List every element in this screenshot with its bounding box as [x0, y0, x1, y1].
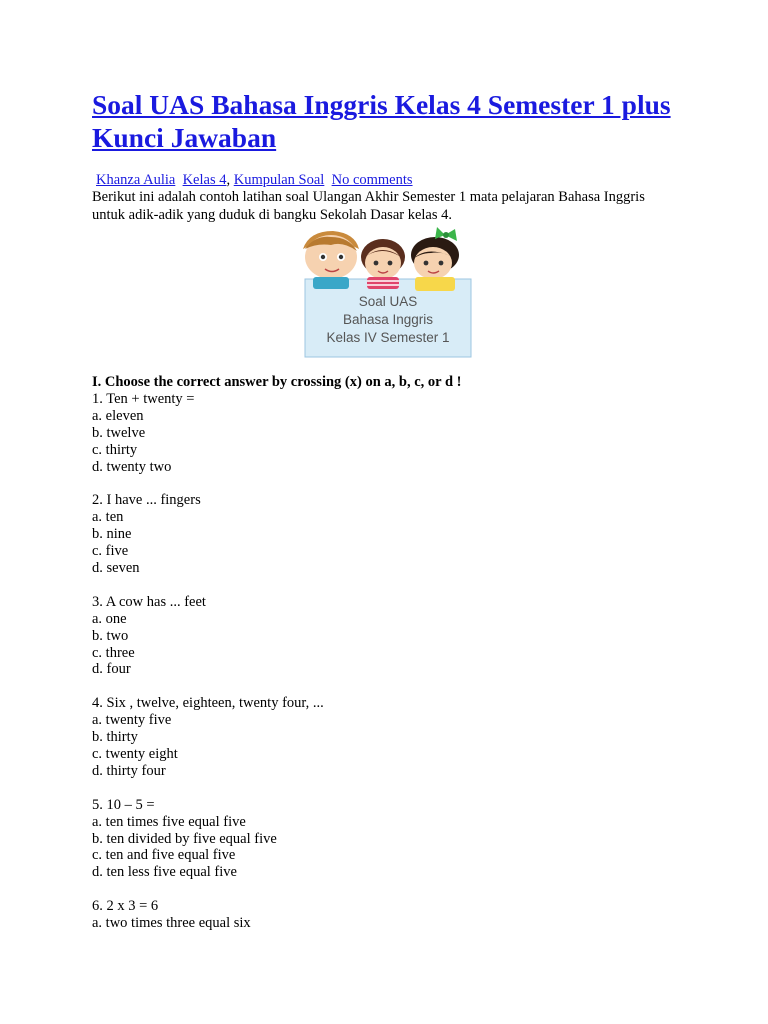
comments-link[interactable]: No comments: [331, 172, 413, 188]
answer-option: d. thirty four: [92, 762, 166, 779]
answer-option: b. twelve: [92, 424, 146, 441]
girl-figure: [361, 239, 405, 289]
label-link-kelas-4[interactable]: Kelas 4: [182, 172, 227, 188]
answer-option: c. twenty eight: [92, 745, 178, 762]
question-text: 4. Six , twelve, eighteen, twenty four, ...: [92, 695, 324, 712]
answer-option: c. five: [92, 543, 129, 560]
answer-option: a. two times three equal six: [92, 915, 251, 932]
question-item: [92, 797, 324, 882]
article-title-link[interactable]: Soal UAS Bahasa Inggris Kelas 4 Semester 1 plus Kunci Jawaban: [92, 89, 671, 153]
question-text: 2. I have ... fingers: [92, 492, 201, 509]
answer-option: d. seven: [92, 560, 140, 577]
article-title: [92, 88, 712, 154]
question-text: 5. 10 – 5 =: [92, 796, 155, 813]
answer-option: b. two: [92, 627, 129, 644]
question-item: [92, 695, 324, 780]
question-item: [92, 594, 324, 679]
label-separator: ,: [226, 172, 231, 188]
answer-option: a. twenty five: [92, 712, 172, 729]
question-item: [92, 492, 324, 577]
answer-option: a. ten: [92, 509, 124, 526]
question-text: 3. A cow has ... feet: [92, 593, 206, 610]
answer-option: b. ten divided by five equal five: [92, 830, 277, 847]
question-text: 1. Ten + twenty =: [92, 391, 195, 407]
answer-option: b. nine: [92, 526, 132, 543]
question-item: [92, 898, 324, 932]
sign-line-3: Kelas IV Semester 1: [326, 330, 450, 345]
answer-option: c. thirty: [92, 441, 138, 458]
section-heading: I. Choose the correct answer by crossing (x) on a, b, c, or d !: [92, 374, 462, 390]
article-illustration: [295, 227, 475, 359]
label-link-kumpulan-soal[interactable]: Kumpulan Soal: [233, 172, 325, 188]
answer-option: d. ten less five equal five: [92, 864, 237, 881]
answer-option: a. one: [92, 610, 127, 627]
answer-option: a. eleven: [92, 407, 144, 424]
question-text: 6. 2 x 3 = 6: [92, 898, 159, 915]
answer-option: d. twenty two: [92, 458, 172, 475]
answer-option: b. thirty: [92, 729, 138, 746]
post-meta: [96, 172, 413, 188]
girl-with-bow-figure: [411, 227, 459, 291]
question-item: [92, 391, 324, 476]
question-list: [92, 391, 324, 949]
sign-line-2: Bahasa Inggris: [342, 312, 434, 327]
answer-option: d. four: [92, 661, 131, 678]
answer-option: c. three: [92, 644, 135, 661]
answer-option: c. ten and five equal five: [92, 847, 236, 864]
intro-paragraph: Berikut ini adalah contoh latihan soal Ulangan Akhir Semester 1 mata pelajaran Bahasa Inggris untuk adik-adik yang duduk di bangku Sekolah Dasar kelas 4.: [92, 189, 645, 223]
answer-option: a. ten times five equal five: [92, 813, 246, 830]
sign-line-1: Soal UAS: [358, 294, 418, 309]
author-link[interactable]: Khanza Aulia: [96, 172, 176, 188]
